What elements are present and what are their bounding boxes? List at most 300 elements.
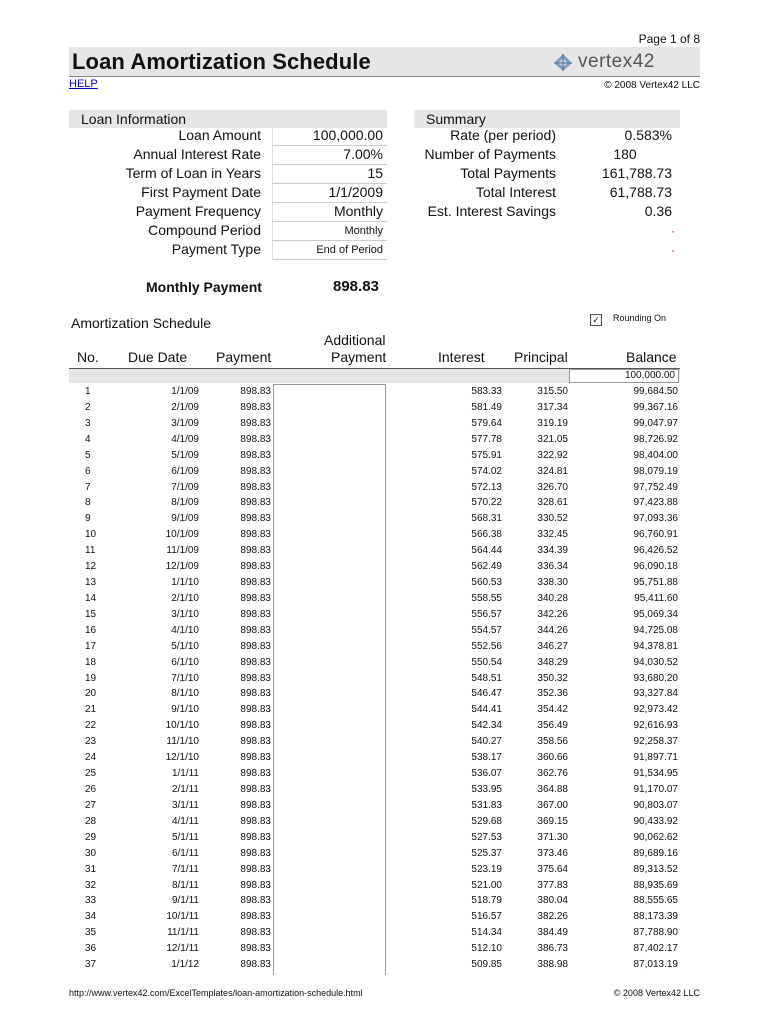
row-number: 33 [85,895,97,907]
row-number: 14 [85,592,97,604]
row-interest: 516.57 [471,911,502,923]
row-balance: 87,013.19 [633,959,678,971]
row-number: 25 [85,768,97,780]
table-row [69,641,680,657]
row-balance: 87,788.90 [633,927,678,939]
row-interest: 574.02 [471,465,502,477]
col-balance: Balance [626,349,677,365]
row-balance: 99,367.16 [633,401,678,413]
row-due-date: 3/1/10 [171,608,199,620]
row-payment: 898.83 [240,736,271,748]
row-due-date: 5/1/10 [171,640,199,652]
row-number: 29 [85,831,97,843]
row-interest: 566.38 [471,529,502,541]
row-interest: 568.31 [471,513,502,525]
footer-url: http://www.vertex42.com/ExcelTemplates/loan-amortization-schedule.html [69,988,363,998]
table-row [69,736,680,752]
row-balance: 97,423.88 [633,497,678,509]
row-number: 30 [85,847,97,859]
row-payment: 898.83 [240,386,271,397]
row-interest: 523.19 [471,863,502,875]
footer-copyright: © 2008 Vertex42 LLC [613,988,700,998]
row-number: 10 [85,529,97,541]
table-row [69,959,680,975]
row-due-date: 9/1/11 [171,895,199,907]
col-additional-2: Payment [331,349,387,365]
table-row [69,688,680,704]
table-row [69,864,680,880]
row-interest: 572.13 [471,481,502,493]
red-marker: · [671,224,675,238]
summary-value: 0.36 [644,203,672,219]
row-principal: 326.70 [537,481,568,493]
rounding-label: Rounding On [613,313,667,323]
row-balance: 90,803.07 [633,799,678,811]
row-balance: 88,173.39 [633,911,678,923]
row-due-date: 7/1/09 [171,481,199,493]
row-principal: 356.49 [537,720,568,732]
row-balance: 91,170.07 [633,784,678,795]
loan-info-label: Payment Type [171,241,261,257]
row-principal: 319.19 [537,417,568,429]
row-interest: 577.78 [471,433,502,445]
row-principal: 340.28 [537,592,568,604]
row-principal: 332.45 [537,529,568,541]
help-link[interactable]: HELP [69,78,98,90]
row-number: 12 [85,561,97,573]
summary-value: 161,788.73 [601,165,672,181]
red-marker: · [671,243,675,257]
row-due-date: 10/1/11 [166,911,199,923]
row-payment: 898.83 [240,481,271,493]
row-interest: 548.51 [471,672,502,684]
row-payment: 898.83 [240,799,271,811]
row-number: 27 [85,799,97,811]
row-due-date: 9/1/09 [171,513,199,525]
row-balance: 92,616.93 [633,720,678,732]
row-balance: 91,897.71 [633,752,678,764]
row-payment: 898.83 [240,592,271,604]
row-due-date: 1/1/09 [171,386,199,397]
loan-info-value[interactable]: 100,000.00 [272,127,387,146]
row-due-date: 12/1/09 [165,561,199,573]
row-payment: 898.83 [240,815,271,827]
row-balance: 99,047.97 [633,417,678,429]
row-due-date: 11/1/10 [166,736,199,748]
table-row [69,800,680,816]
row-number: 4 [85,433,91,445]
table-row [69,848,680,864]
row-payment: 898.83 [240,879,271,891]
row-balance: 94,725.08 [633,624,678,636]
row-principal: 377.83 [537,879,568,891]
row-balance: 96,090.18 [633,561,678,573]
row-principal: 358.56 [537,736,568,748]
row-number: 2 [85,401,91,413]
row-number: 22 [85,720,97,732]
row-payment: 898.83 [240,433,271,445]
row-number: 18 [85,656,97,668]
row-due-date: 3/1/09 [171,417,199,429]
row-payment: 898.83 [240,465,271,477]
row-due-date: 12/1/11 [166,943,199,955]
table-row [69,625,680,641]
row-due-date: 4/1/09 [171,433,199,445]
row-payment: 898.83 [240,847,271,859]
row-principal: 338.30 [537,577,568,589]
row-number: 28 [85,815,97,827]
row-principal: 334.39 [537,545,568,557]
row-payment: 898.83 [240,656,271,668]
row-principal: 324.81 [537,465,568,477]
summary-label: Est. Interest Savings [427,203,556,219]
row-interest: 552.56 [471,640,502,652]
row-principal: 360.66 [537,752,568,764]
row-balance: 98,726.92 [633,433,678,445]
loan-info-value[interactable]: 15 [272,165,387,184]
row-interest: 570.22 [471,497,502,509]
row-number: 11 [85,545,96,557]
row-number: 31 [85,863,97,875]
row-principal: 346.27 [537,640,568,652]
row-principal: 384.49 [537,927,568,939]
row-due-date: 6/1/10 [171,656,199,668]
row-interest: 546.47 [471,688,502,700]
row-due-date: 8/1/10 [171,688,199,700]
row-balance: 89,689.16 [633,847,678,859]
row-payment: 898.83 [240,943,271,955]
summary-value: 0.583% [624,127,672,143]
row-interest: 562.49 [471,561,502,573]
row-interest: 554.57 [471,624,502,636]
table-row [69,832,680,848]
row-due-date: 5/1/11 [171,831,199,843]
row-due-date: 8/1/09 [171,497,199,509]
row-principal: 362.76 [537,768,568,780]
loan-info-heading: Loan Information [69,110,387,128]
row-due-date: 6/1/11 [171,847,199,859]
row-due-date: 6/1/09 [171,465,199,477]
row-due-date: 10/1/09 [165,529,199,541]
row-due-date: 1/1/10 [171,577,199,589]
row-balance: 94,378.81 [633,640,678,652]
row-number: 3 [85,417,91,429]
row-principal: 342.26 [537,608,568,620]
row-number: 15 [85,608,97,620]
monthly-payment-label: Monthly Payment [146,279,262,295]
row-due-date: 1/1/11 [171,768,199,780]
row-payment: 898.83 [240,672,271,684]
row-payment: 898.83 [240,752,271,764]
row-balance: 99,684.50 [633,386,678,397]
row-due-date: 10/1/10 [165,720,199,732]
table-row [69,529,680,545]
row-principal: 388.98 [537,959,568,971]
row-principal: 386.73 [537,943,568,955]
table-row [69,895,680,911]
row-interest: 529.68 [471,815,502,827]
row-number: 8 [85,497,91,509]
table-row [69,943,680,959]
row-principal: 371.30 [537,831,568,843]
row-interest: 521.00 [471,879,502,891]
opening-balance: 100,000.00 [569,369,679,383]
col-additional-1: Additional [324,332,386,348]
row-payment: 898.83 [240,704,271,716]
table-row [69,593,680,609]
page-number: Page 1 of 8 [638,32,700,46]
row-interest: 579.64 [471,417,502,429]
row-number: 7 [85,481,91,493]
row-payment: 898.83 [240,927,271,939]
row-interest: 560.53 [471,577,502,589]
row-due-date: 5/1/09 [171,449,199,461]
row-principal: 373.46 [537,847,568,859]
row-balance: 95,411.60 [634,592,678,604]
row-number: 24 [85,752,97,764]
summary-label: Total Payments [460,165,556,181]
col-payment: Payment [216,349,272,365]
row-payment: 898.83 [240,577,271,589]
row-due-date: 11/1/09 [166,545,199,557]
summary-value: 180 [613,146,637,162]
row-interest: 536.07 [471,768,502,780]
loan-info-value[interactable]: End of Period [272,241,387,260]
row-payment: 898.83 [240,911,271,923]
row-balance: 93,680.20 [633,672,678,684]
row-due-date: 4/1/10 [171,624,199,636]
row-number: 6 [85,465,91,477]
row-number: 32 [85,879,97,891]
table-row [69,657,680,673]
loan-info-label: Compound Period [148,222,261,238]
row-balance: 89,313.52 [633,863,678,875]
loan-info-label: Payment Frequency [135,203,261,219]
row-balance: 88,555.65 [633,895,678,907]
row-principal: 369.15 [537,815,568,827]
row-number: 19 [85,672,97,684]
row-balance: 92,258.37 [633,736,678,748]
table-row [69,450,680,466]
row-number: 9 [85,513,91,525]
row-payment: 898.83 [240,608,271,620]
row-interest: 527.53 [471,831,502,843]
table-row [69,784,680,800]
loan-info-label: Term of Loan in Years [125,165,261,181]
table-row [69,402,680,418]
vertex42-logo-icon [552,51,574,73]
row-interest: 581.49 [471,401,502,413]
table-row [69,482,680,498]
table-row [69,768,680,784]
row-interest: 575.91 [471,449,502,461]
row-principal: 350.32 [537,672,568,684]
row-payment: 898.83 [240,720,271,732]
row-payment: 898.83 [240,624,271,636]
row-number: 5 [85,449,91,461]
row-payment: 898.83 [240,784,271,795]
col-no: No. [77,349,99,365]
row-payment: 898.83 [240,831,271,843]
table-row [69,513,680,529]
row-due-date: 1/1/12 [171,959,199,971]
summary-label: Total Interest [475,184,556,200]
row-payment: 898.83 [240,529,271,541]
row-principal: 352.36 [537,688,568,700]
table-row [69,561,680,577]
row-payment: 898.83 [240,513,271,525]
table-row [69,418,680,434]
row-payment: 898.83 [240,449,271,461]
row-balance: 97,752.49 [633,481,678,493]
table-row [69,752,680,768]
row-interest: 544.41 [471,704,502,716]
loan-info-value[interactable]: Monthly [272,203,387,222]
row-interest: 542.34 [471,720,502,732]
table-row [69,545,680,561]
row-interest: 518.79 [471,895,502,907]
row-principal: 321.05 [537,433,568,445]
table-row [69,609,680,625]
row-interest: 550.54 [471,656,502,668]
row-balance: 94,030.52 [633,656,678,668]
row-due-date: 9/1/10 [171,704,199,716]
row-payment: 898.83 [240,401,271,413]
row-due-date: 7/1/11 [171,863,199,875]
row-number: 34 [85,911,97,923]
row-balance: 95,751.88 [633,577,678,589]
row-balance: 87,402.17 [633,943,678,955]
row-number: 35 [85,927,97,939]
row-balance: 96,426.52 [633,545,678,557]
row-principal: 317.34 [537,401,568,413]
table-row [69,816,680,832]
row-interest: 564.44 [471,545,502,557]
row-principal: 322.92 [537,449,568,461]
row-due-date: 8/1/11 [171,879,199,891]
row-principal: 375.64 [537,863,568,875]
row-principal: 364.88 [537,784,568,795]
row-interest: 538.17 [471,752,502,764]
summary-value: 61,788.73 [609,184,672,200]
loan-info-label: Loan Amount [178,127,261,143]
rounding-checkbox[interactable]: ✓ [590,314,602,326]
row-due-date: 2/1/10 [171,592,199,604]
col-principal: Principal [514,349,568,365]
row-interest: 525.37 [471,847,502,859]
logo-text: vertex42 [578,51,655,72]
row-due-date: 12/1/10 [165,752,199,764]
table-row [69,720,680,736]
table-row [69,386,680,402]
row-interest: 540.27 [471,736,502,748]
row-payment: 898.83 [240,768,271,780]
table-row [69,673,680,689]
row-principal: 380.04 [537,895,568,907]
schedule-heading: Amortization Schedule [71,315,212,331]
table-row [69,911,680,927]
row-principal: 328.61 [537,497,568,509]
table-row [69,927,680,943]
row-number: 1 [85,386,91,397]
row-balance: 90,433.92 [633,815,678,827]
table-row [69,704,680,720]
loan-info-label: First Payment Date [141,184,261,200]
row-due-date: 3/1/11 [171,799,199,811]
row-number: 37 [85,959,97,971]
table-row [69,880,680,896]
row-payment: 898.83 [240,561,271,573]
row-interest: 533.95 [471,784,502,795]
row-principal: 315.50 [537,386,568,397]
row-principal: 336.34 [537,561,568,573]
row-interest: 512.10 [471,943,502,955]
row-balance: 91,534.95 [633,768,678,780]
loan-info-value[interactable]: 1/1/2009 [272,184,387,203]
row-due-date: 2/1/09 [171,401,199,413]
row-number: 20 [85,688,97,700]
row-due-date: 11/1/11 [167,927,199,939]
row-balance: 98,404.00 [633,449,678,461]
row-balance: 90,062.62 [633,831,678,843]
row-interest: 509.85 [471,959,502,971]
row-payment: 898.83 [240,545,271,557]
vertex42-logo [552,49,655,75]
row-number: 17 [85,640,97,652]
summary-label: Rate (per period) [450,127,556,143]
row-number: 13 [85,577,97,589]
row-balance: 95,069.34 [633,608,678,620]
row-principal: 344.26 [537,624,568,636]
row-principal: 382.26 [537,911,568,923]
row-payment: 898.83 [240,688,271,700]
loan-info-value[interactable]: Monthly [272,222,387,241]
row-balance: 97,093.36 [633,513,678,525]
summary-label: Number of Payments [424,146,556,162]
row-principal: 348.29 [537,656,568,668]
table-row [69,497,680,513]
row-principal: 330.52 [537,513,568,525]
row-number: 26 [85,784,97,795]
col-due-date: Due Date [128,349,188,365]
row-balance: 92,973.42 [633,704,678,716]
copyright-top: © 2008 Vertex42 LLC [604,80,700,91]
row-due-date: 2/1/11 [171,784,199,795]
row-balance: 88,935.69 [633,879,678,891]
row-principal: 367.00 [537,799,568,811]
row-payment: 898.83 [240,895,271,907]
row-balance: 96,760.91 [633,529,678,541]
row-payment: 898.83 [240,497,271,509]
row-payment: 898.83 [240,959,271,971]
table-row [69,466,680,482]
row-interest: 583.33 [471,386,502,397]
row-due-date: 7/1/10 [171,672,199,684]
page-title: Loan Amortization Schedule [72,49,371,74]
row-payment: 898.83 [240,863,271,875]
row-number: 36 [85,943,97,955]
row-interest: 514.34 [471,927,502,939]
table-row [69,577,680,593]
col-interest: Interest [438,349,485,365]
monthly-payment-value: 898.83 [333,278,379,295]
row-interest: 556.57 [471,608,502,620]
table-row [69,434,680,450]
row-number: 16 [85,624,97,636]
loan-info-label: Annual Interest Rate [133,146,261,162]
row-principal: 354.42 [537,704,568,716]
loan-info-value[interactable]: 7.00% [272,146,387,165]
